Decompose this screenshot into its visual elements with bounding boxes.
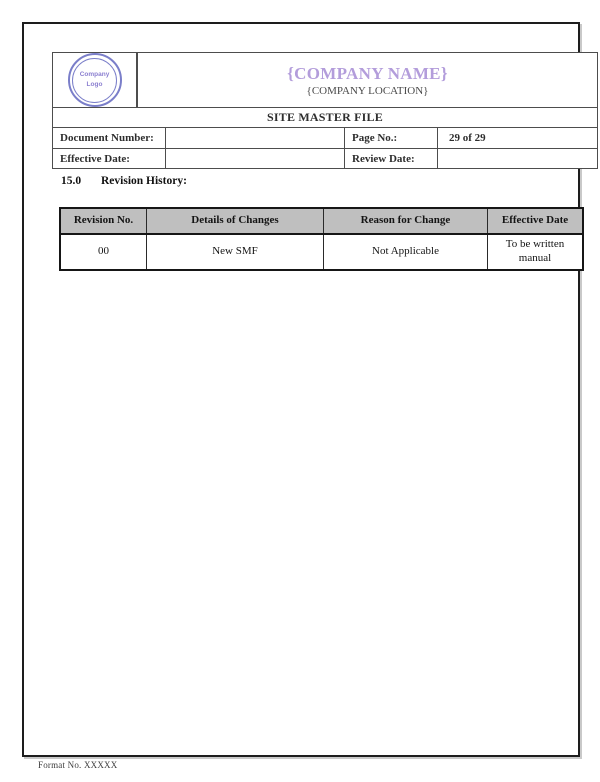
document-number-label: Document Number: xyxy=(60,132,154,144)
section-heading xyxy=(61,175,187,187)
effective-date-row xyxy=(53,148,597,168)
footer-format-no: Format No. XXXXX xyxy=(38,760,118,770)
company-logo-inner-ring xyxy=(72,58,117,103)
effective-date-cell: To be written manual xyxy=(487,235,582,269)
document-title-row xyxy=(53,107,597,127)
page-no-label: Page No.: xyxy=(344,128,437,148)
logo-text-line2: Logo xyxy=(86,81,103,88)
company-logo-icon xyxy=(68,53,122,107)
column-header-details-of-changes: Details of Changes xyxy=(146,209,323,233)
company-cell xyxy=(137,53,597,107)
column-header-effective-date: Effective Date xyxy=(487,209,582,233)
reason-for-change-cell: Not Applicable xyxy=(323,235,487,269)
page-no-value: 29 of 29 xyxy=(437,128,597,148)
column-header-reason-for-change: Reason for Change xyxy=(323,209,487,233)
document-title: SITE MASTER FILE xyxy=(267,110,383,124)
logo-cell xyxy=(53,53,137,107)
revision-table-header-row xyxy=(61,209,582,235)
document-number-row xyxy=(53,127,597,148)
section-number: 15.0 xyxy=(61,175,82,187)
document-header-table xyxy=(52,52,598,169)
effective-date-label: Effective Date: xyxy=(60,152,130,165)
header-company-row xyxy=(53,53,597,107)
document-number-value xyxy=(165,128,344,148)
company-name: {COMPANY NAME} xyxy=(287,63,448,83)
review-date-value xyxy=(437,149,597,168)
table-row xyxy=(61,235,582,269)
page-border-frame xyxy=(22,22,580,757)
section-title: Revision History: xyxy=(101,175,187,187)
logo-text-line1: Company xyxy=(79,71,110,79)
revision-history-table xyxy=(59,207,584,271)
revision-no-cell: 00 xyxy=(98,245,109,258)
column-header-revision-no: Revision No. xyxy=(73,214,134,227)
company-location: {COMPANY LOCATION} xyxy=(306,84,429,97)
details-of-changes-cell: New SMF xyxy=(146,235,323,269)
review-date-label: Review Date: xyxy=(344,149,437,168)
effective-date-value xyxy=(165,149,344,168)
